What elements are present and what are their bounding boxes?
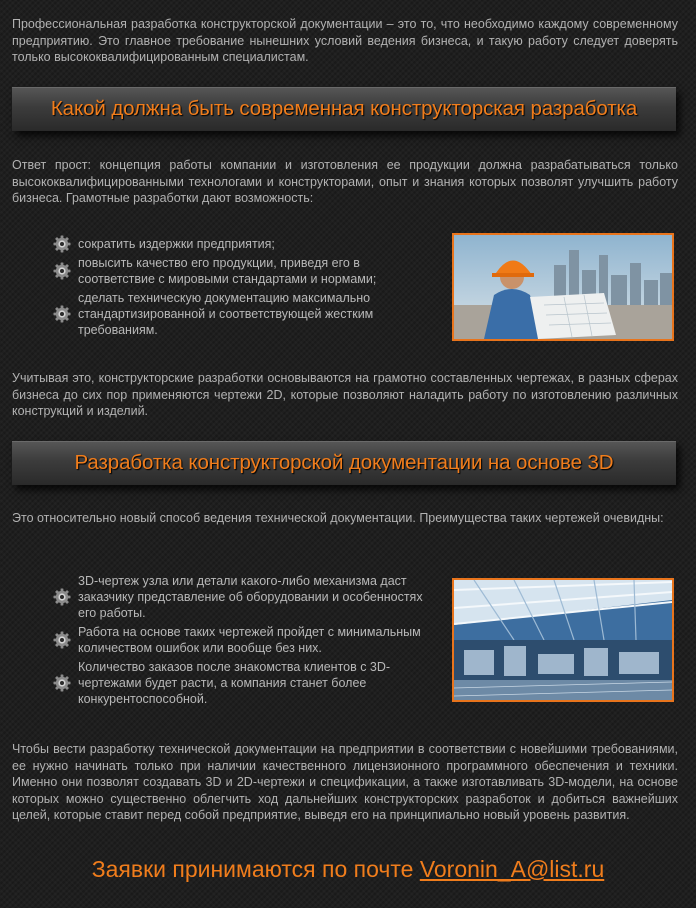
gear-icon: [53, 305, 71, 323]
list-item: [53, 624, 438, 656]
engineer-with-blueprint-photo-icon: [454, 235, 672, 339]
section1-paragraph: Ответ прост: концепция работы компании и изготовления ее продукции должна разрабатываться только высококвалифицированными технологами и конструкторами, опыт и знания которых позволят улучшить работу бизнеса. Грамотные разработки дают возможность:: [12, 158, 678, 205]
list-item: [53, 290, 393, 338]
benefits-list-2: [53, 573, 438, 710]
section-heading: Какой должна быть современная конструкторская разработка: [50, 97, 638, 120]
factory-workshop-photo-icon: [454, 580, 672, 700]
gear-icon: [53, 631, 71, 649]
gear-icon: [53, 674, 71, 692]
list-item: [53, 573, 438, 621]
list-item: [53, 659, 438, 707]
list-item-text: сделать техническую документацию максимально стандартизированной и соответствующей жестким требованиям.: [78, 291, 374, 337]
list-item: [53, 255, 393, 287]
section2-after-paragraph: Чтобы вести разработку технической документации на предприятии в соответствии с новейшими требованиями, ее нужно начинать только при наличии качественного лицензионного программного обеспечения и техники. Именно они позволят создавать 3D и 2D-чертежи и спецификации, а также изготавливать 3D-модели, на основе которых можно существенно облегчить ход дальнейших конструкторских разработок и добиться важнейших целей, которые ставит перед собой предприятие, выведя его на принципиально новый уровень развития.: [12, 742, 678, 822]
section-heading-banner-2: [12, 441, 676, 485]
footer-contact: [0, 856, 696, 883]
section-heading-banner-1: [12, 87, 676, 131]
email-link[interactable]: Voronin_A@list.ru: [419, 856, 605, 882]
section2-paragraph: Это относительно новый способ ведения технической документации. Преимущества таких чертежей очевидны:: [12, 511, 664, 525]
section-heading: Разработка конструкторской документации на основе 3D: [74, 451, 614, 474]
engineer-photo: [452, 233, 674, 341]
intro-paragraph: Профессиональная разработка конструкторской документации – это то, что необходимо каждому современному предприятию. Это главное требование нынешних условий ведения бизнеса, и такую работу следует доверять только высококвалифицированным специалистам.: [12, 17, 678, 64]
list-item-text: 3D-чертеж узла или детали какого-либо механизма даст заказчику представление об оборудовании и особенностях его работы.: [78, 574, 423, 620]
list-item-text: Работа на основе таких чертежей пройдет с минимальным количеством ошибок или вообще без них.: [78, 625, 421, 655]
benefits-list-1: [53, 236, 393, 341]
section1-after-paragraph: Учитывая это, конструкторские разработки основываются на грамотно составленных чертежах, в разных сферах бизнеса до сих пор применяются чертежи 2D, которые позволяют наладить работу по изготовлению различных конструкций и изделий.: [12, 371, 678, 418]
gear-icon: [53, 588, 71, 606]
factory-photo: [452, 578, 674, 702]
list-item: [53, 236, 393, 252]
gear-icon: [53, 262, 71, 280]
gear-icon: [53, 235, 71, 253]
footer-text: Заявки принимаются по почте: [91, 856, 420, 882]
list-item-text: повысить качество его продукции, приведя его в соответствие с мировыми стандартами и нормами;: [78, 256, 377, 286]
list-item-text: Количество заказов после знакомства клиентов с 3D-чертежами будет расти, а компания станет более конкурентоспособной.: [78, 660, 391, 706]
list-item-text: сократить издержки предприятия;: [78, 237, 275, 251]
